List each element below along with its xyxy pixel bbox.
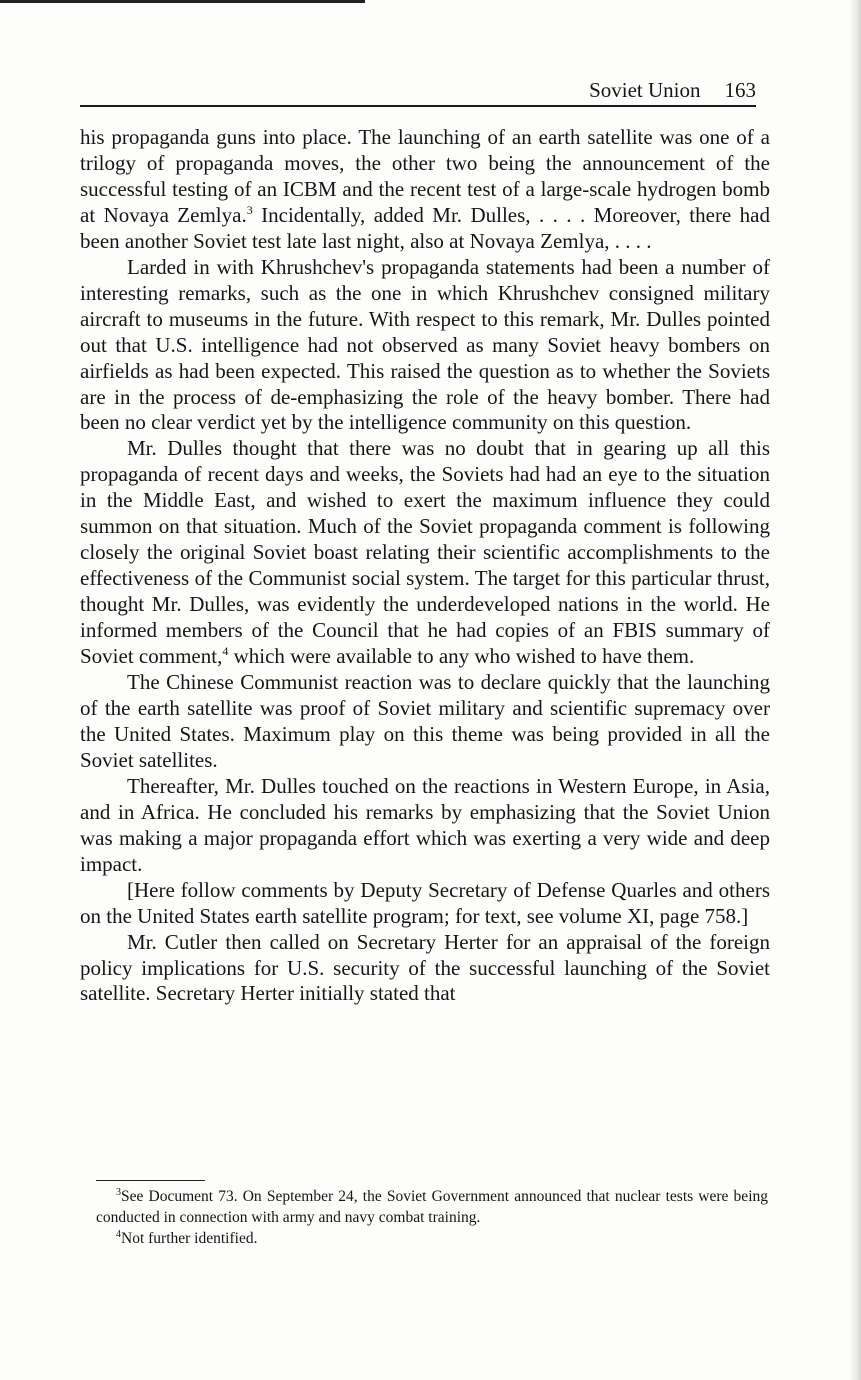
paragraph-3-after: which were available to any who wished to have them. [228,644,695,669]
page-edge-shadow [849,0,861,1380]
header-rule [80,105,756,107]
running-head [82,76,756,104]
footnote-3-text: See Document 73. On September 24, the Soviet Government announced that nuclear tests were being conducted in connection with army and navy combat training. [96,1188,768,1226]
footnote-rule [96,1180,205,1181]
page-number: 163 [724,78,756,102]
paragraph-3 [80,436,770,670]
paragraph-7: Mr. Cutler then called on Secretary Herter for an appraisal of the foreign policy implications for U.S. security of the successful launching of the Soviet satellite. Secretary Herter initially stated that [80,929,770,1006]
paragraph-4: The Chinese Communist reaction was to declare quickly that the launching of the earth satellite was proof of Soviet military and scientific supremacy over the United States. Maximum play on this theme was being provided in all the Soviet satellites. [80,670,770,772]
footnote-3 [96,1186,768,1228]
footnotes [96,1186,768,1249]
footnote-4 [96,1228,768,1249]
footnote-marker-4: 4 [116,1229,121,1240]
paragraph-5: Thereafter, Mr. Dulles touched on the reactions in Western Europe, in Asia, and in Africa. He concluded his remarks by emphasizing that the Soviet Union was making a major propaganda effort which was exerting a very wide and deep impact. [80,773,770,876]
paragraph-3-before: Mr. Dulles thought that there was no doubt that in gearing up all this propaganda of recent days and weeks, the Soviets had had an eye to the situation in the Middle East, and wished to exert the maximum influence they could summon on that situation. Much of the Soviet propaganda comment is following closely the original Soviet boast relating their scientific accomplishments to the effectiveness of the Communist social system. The target for this particular thrust, thought Mr. Dulles, was evidently the underdeveloped nations in the world. He informed members of the Council that he had copies of an FBIS summary of Soviet comment, [80,436,770,669]
running-title: Soviet Union [589,78,701,102]
paragraph-1 [80,125,770,255]
top-edge-rule [0,0,365,3]
body-text [80,125,770,1007]
paragraph-2: Larded in with Khrushchev's propaganda statements had been a number of interesting remarks, such as the one in which Khrushchev consigned military aircraft to museums in the future. With respect to this remark, Mr. Dulles pointed out that U.S. intelligence had not observed as many Soviet heavy bombers on airfields as had been expected. This raised the question as to whether the Soviets are in the process of de-emphasizing the role of the heavy bomber. There had been no clear verdict yet by the intelligence community on this question. [80,254,770,435]
paragraph-1-after: Incidentally, added Mr. Dulles, . . . . Moreover, there had been another Soviet test late last night, also at Novaya Zemlya, . . . . [80,202,770,253]
paragraph-1-before: his propaganda guns into place. The launching of an earth satellite was one of a trilogy of propaganda moves, the other two being the announcement of the successful testing of an ICBM and the recent test of a large-scale hydrogen bomb at Novaya Zemlya. [80,125,770,227]
footnote-4-text: Not further identified. [121,1230,258,1247]
footnote-marker-3: 3 [116,1187,121,1198]
paragraph-6: [Here follow comments by Deputy Secretary of Defense Quarles and others on the United States earth satellite program; for text, see volume XI, page 758.] [80,877,770,928]
footnote-ref-3: 3 [246,202,253,217]
footnote-ref-4: 4 [222,644,229,659]
